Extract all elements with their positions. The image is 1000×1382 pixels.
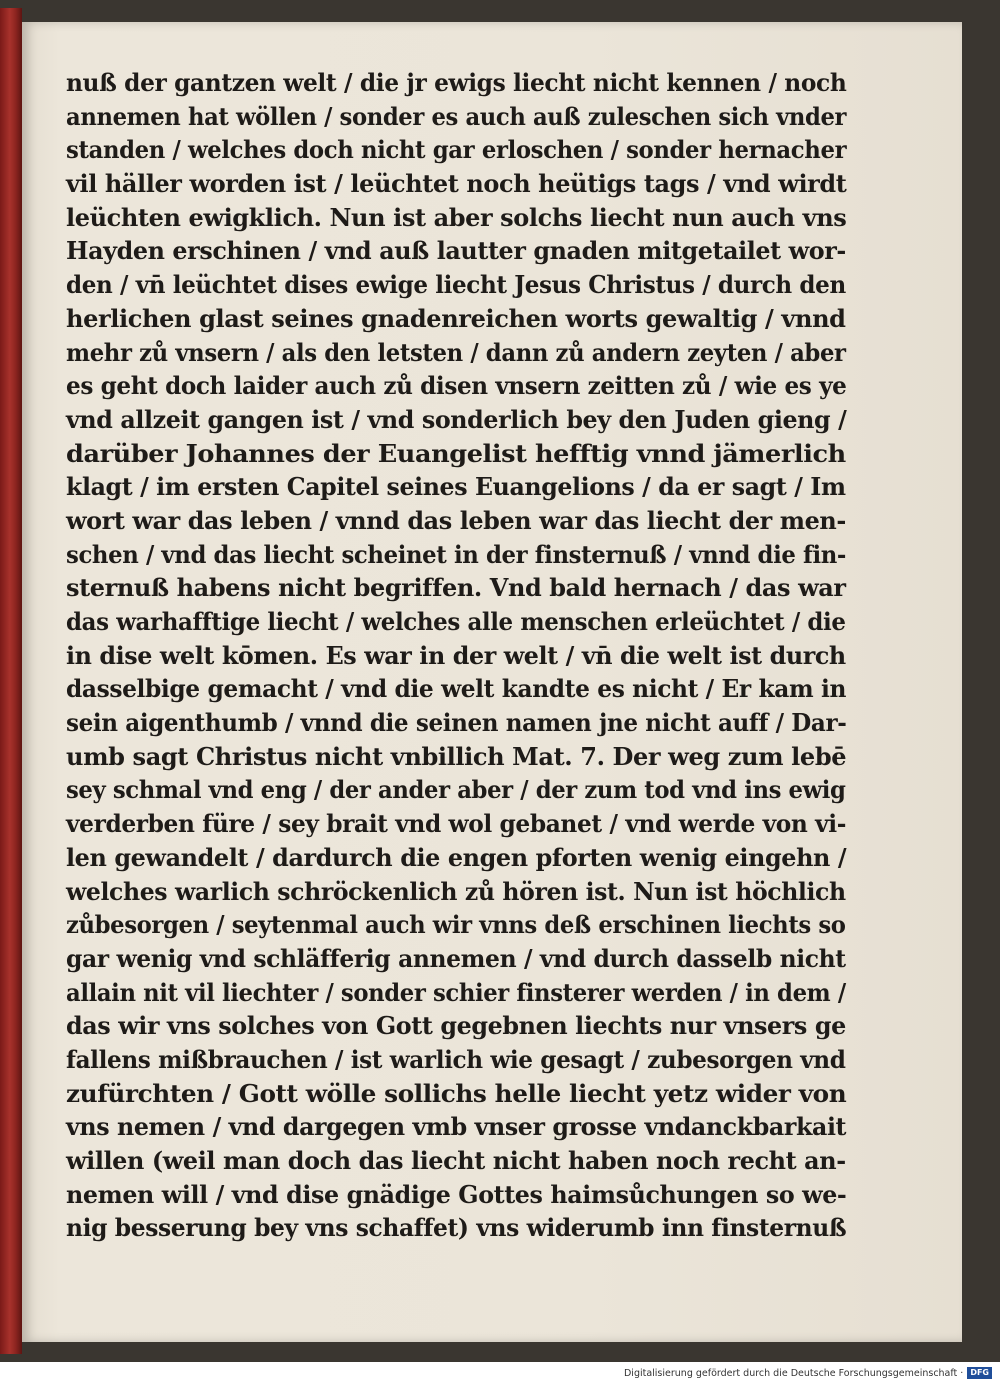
text-block	[66, 66, 846, 1245]
text-line: herlichen glast seines gnadenreichen worts gewaltig / vnnd	[66, 303, 846, 333]
text-line: annemen hat wöllen / sonder es auch auß zuleschen sich vnder	[66, 101, 847, 131]
text-line: mehr zů vnsern / als den letsten / dann zů andern zeyten / aber	[66, 337, 846, 367]
text-line: schen / vnd das liecht scheinet in der finsternuß / vnnd die fin-	[66, 539, 846, 569]
text-line: zufürchten / Gott wölle sollichs helle liecht yetz wider von	[66, 1078, 847, 1108]
text-line: es geht doch laider auch zů disen vnsern zeitten zů / wie es ye	[66, 371, 847, 401]
text-line: willen (weil man doch das liecht nicht haben noch recht an-	[66, 1146, 846, 1175]
text-line: dasselbige gemacht / vnd die welt kandte es nicht / Er kam in	[66, 674, 847, 704]
text-line: zůbesorgen / seytenmal auch wir vnns deß erschinen liechts so	[66, 910, 846, 940]
text-line: leüchten ewigklich. Nun ist aber solchs liecht nun auch vns	[66, 202, 847, 232]
text-line: den / vn̄ leüchtet dises ewige liecht Jesus Christus / durch den	[66, 270, 846, 300]
text-line: vil häller worden ist / leüchtet noch heütigs tags / vnd wirdt	[66, 169, 847, 199]
text-line: nemen will / vnd dise gnädige Gottes haimsůchungen so we-	[66, 1179, 847, 1209]
text-line: gar wenig vnd schläfferig annemen / vnd durch dasselb nicht	[66, 943, 846, 973]
text-line: klagt / im ersten Capitel seines Euangelions / da er sagt / Im	[66, 472, 846, 502]
text-line: nuß der gantzen welt / die jr ewigs liecht nicht kennen / noch	[66, 68, 847, 97]
text-line: darüber Johannes der Euangelist hefftig vnnd jämerlich	[66, 438, 846, 468]
text-line: vns nemen / vnd dargegen vmb vnser grosse vndanckbarkait	[66, 1112, 847, 1142]
text-line: Hayden erschinen / vnd auß lautter gnaden mitgetailet wor-	[66, 236, 846, 266]
text-line: verderben füre / sey brait vnd wol gebanet / vnd werde von vi-	[66, 809, 847, 839]
footer	[624, 1366, 992, 1380]
text-line: welches warlich schröckenlich zů hören ist. Nun ist höchlich	[66, 876, 846, 906]
dfg-logo: DFG	[967, 1367, 992, 1379]
text-line: sein aigenthumb / vnnd die seinen namen jne nicht auff / Dar-	[66, 708, 847, 738]
text-line: das warhafftige liecht / welches alle menschen erleüchtet / die	[66, 607, 846, 636]
text-line: sey schmal vnd eng / der ander aber / der zum tod vnd ins ewig	[66, 775, 846, 805]
text-line: das wir vns solches von Gott gegebnen liechts nur vnsers ge	[66, 1011, 846, 1041]
text-line: wort war das leben / vnnd das leben war das liecht der men-	[66, 505, 846, 535]
funding-credit: Digitalisierung gefördert durch die Deutsche Forschungsgemeinschaft ·	[623, 1367, 964, 1379]
book-spine	[0, 8, 22, 1354]
text-line: standen / welches doch nicht gar erloschen / sonder hernacher	[66, 135, 847, 165]
text-line: sternuß habens nicht begriffen. Vnd bald hernach / das war	[66, 573, 846, 603]
text-line: in dise welt kōmen. Es war in der welt / vn̄ die welt ist durch	[66, 640, 846, 670]
text-line: fallens mißbrauchen / ist warlich wie gesagt / zubesorgen vnd	[66, 1044, 846, 1074]
text-line: vnd allzeit gangen ist / vnd sonderlich bey den Juden gieng /	[66, 404, 847, 434]
book-page	[22, 22, 962, 1342]
text-line: len gewandelt / dardurch die engen pforten wenig eingehn /	[66, 842, 847, 872]
text-line: nig besserung bey vns schaffet) vns widerumb inn finsternuß	[66, 1213, 847, 1243]
text-line: umb sagt Christus nicht vnbillich Mat. 7. Der weg zum lebē	[66, 741, 847, 771]
text-line: allain nit vil liechter / sonder schier finsterer werden / in dem /	[66, 977, 846, 1007]
